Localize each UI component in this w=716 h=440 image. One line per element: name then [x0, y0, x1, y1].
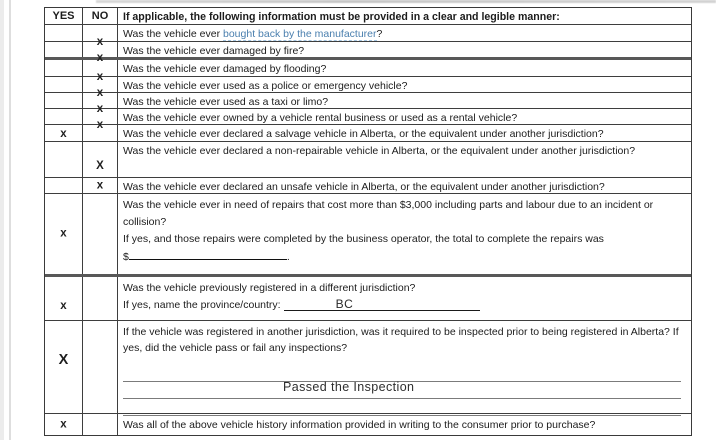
yes-cell[interactable]	[45, 109, 83, 124]
x-mark: x	[60, 300, 67, 312]
x-mark: x	[96, 52, 104, 64]
inspection-result-field[interactable]: Passed the Inspection	[283, 380, 415, 394]
line-end: .	[286, 251, 290, 264]
table-header-row	[45, 8, 691, 25]
table-row	[45, 42, 691, 64]
question-text: Was the vehicle ever	[123, 28, 223, 40]
question-text: Was the vehicle ever damaged by flooding?	[123, 63, 327, 75]
question-cell	[118, 25, 691, 41]
yes-cell[interactable]	[45, 25, 83, 41]
table-row	[45, 77, 691, 99]
yes-cell[interactable]	[45, 194, 83, 274]
question-text: Was the vehicle ever owned by a vehicle rental business or used as a rental vehicle?	[123, 112, 518, 124]
table-title: If applicable, the following information must be provided in a clear and legible manner:	[123, 11, 560, 23]
question-cell	[118, 277, 691, 320]
table-row	[45, 194, 691, 277]
question-text: Was the vehicle ever declared a salvage vehicle in Alberta, or the equivalent under another jurisdiction?	[123, 128, 604, 140]
no-cell[interactable]	[83, 277, 118, 320]
yes-cell[interactable]	[45, 142, 83, 177]
x-mark: x	[96, 87, 104, 99]
repair-total-field[interactable]	[129, 247, 287, 260]
currency-symbol: $	[123, 251, 129, 264]
yes-cell[interactable]	[45, 125, 83, 141]
scan-artifact-top	[96, 0, 716, 3]
yes-cell[interactable]	[45, 178, 83, 193]
answer-lines[interactable]	[123, 365, 681, 416]
question-text: ?	[376, 28, 383, 40]
scan-artifact-left-edge	[9, 0, 11, 440]
question-text: If the vehicle was registered in another jurisdiction, was it required to be inspected prior to being registered in Alberta? If yes, did the vehicle pass or fail any inspections?	[123, 326, 679, 354]
table-row	[45, 142, 691, 178]
no-cell[interactable]	[83, 414, 118, 435]
no-cell[interactable]	[83, 194, 118, 274]
table-row	[45, 60, 691, 83]
question-text: Was the vehicle ever declared a non-repairable vehicle in Alberta, or the equivalent under another jurisdiction?	[123, 145, 636, 157]
no-column-header: NO	[83, 8, 118, 24]
question-text: Was all of the above vehicle history information provided in writing to the consumer prior to purchase?	[123, 419, 596, 431]
x-mark: X	[96, 160, 104, 172]
yes-cell[interactable]	[45, 77, 83, 92]
question-cell	[118, 321, 691, 413]
yes-cell[interactable]	[45, 93, 83, 108]
manufacturer-buyback-link[interactable]: bought back by the manufacturer	[223, 28, 377, 40]
yes-cell[interactable]	[45, 414, 83, 435]
no-cell[interactable]	[83, 25, 118, 48]
question-text: Was the vehicle ever declared an unsafe vehicle in Alberta, or the equivalent under another jurisdiction?	[123, 181, 605, 193]
table-row	[45, 277, 691, 321]
question-text: If yes, name the province/country:	[123, 298, 281, 311]
province-field[interactable]: BC	[284, 297, 480, 311]
table-row	[45, 25, 691, 48]
yes-cell[interactable]	[45, 321, 83, 413]
question-text: Was the vehicle ever used as a police or emergency vehicle?	[123, 80, 408, 92]
yes-cell[interactable]	[45, 60, 83, 76]
table-row	[45, 178, 691, 194]
no-cell[interactable]	[83, 142, 118, 177]
table-row	[45, 125, 691, 142]
question-text: Was the vehicle previously registered in a different jurisdiction?	[123, 282, 416, 294]
x-mark: x	[96, 119, 104, 131]
x-mark: X	[58, 352, 69, 368]
x-mark: x	[96, 71, 104, 83]
table-row	[45, 93, 691, 115]
x-mark: x	[60, 128, 67, 140]
question-cell	[118, 194, 691, 274]
x-mark: x	[60, 227, 67, 240]
yes-cell[interactable]	[45, 42, 83, 57]
x-mark: x	[96, 36, 104, 48]
x-mark: x	[60, 418, 67, 430]
yes-cell[interactable]	[45, 277, 83, 320]
yes-column-header: YES	[45, 8, 83, 24]
question-text: Was the vehicle ever used as a taxi or limo?	[123, 96, 329, 108]
table-row	[45, 414, 691, 435]
no-cell[interactable]	[83, 321, 118, 413]
scan-artifact-left-band	[0, 0, 4, 440]
table-row	[45, 321, 691, 414]
x-mark: x	[96, 103, 104, 115]
vehicle-history-table	[44, 7, 692, 436]
question-text: If yes, and those repairs were completed by the business operator, the total to complete the repairs was	[123, 232, 604, 245]
table-row	[45, 109, 691, 131]
province-line	[123, 297, 685, 314]
repair-total-line	[123, 247, 685, 266]
question-text: Was the vehicle ever in need of repairs that cost more than $3,000 including parts and labour due to an incident or collision?	[123, 199, 654, 228]
x-mark: x	[96, 179, 104, 191]
question-text: Was the vehicle ever damaged by fire?	[123, 45, 305, 57]
no-cell[interactable]	[83, 178, 118, 193]
